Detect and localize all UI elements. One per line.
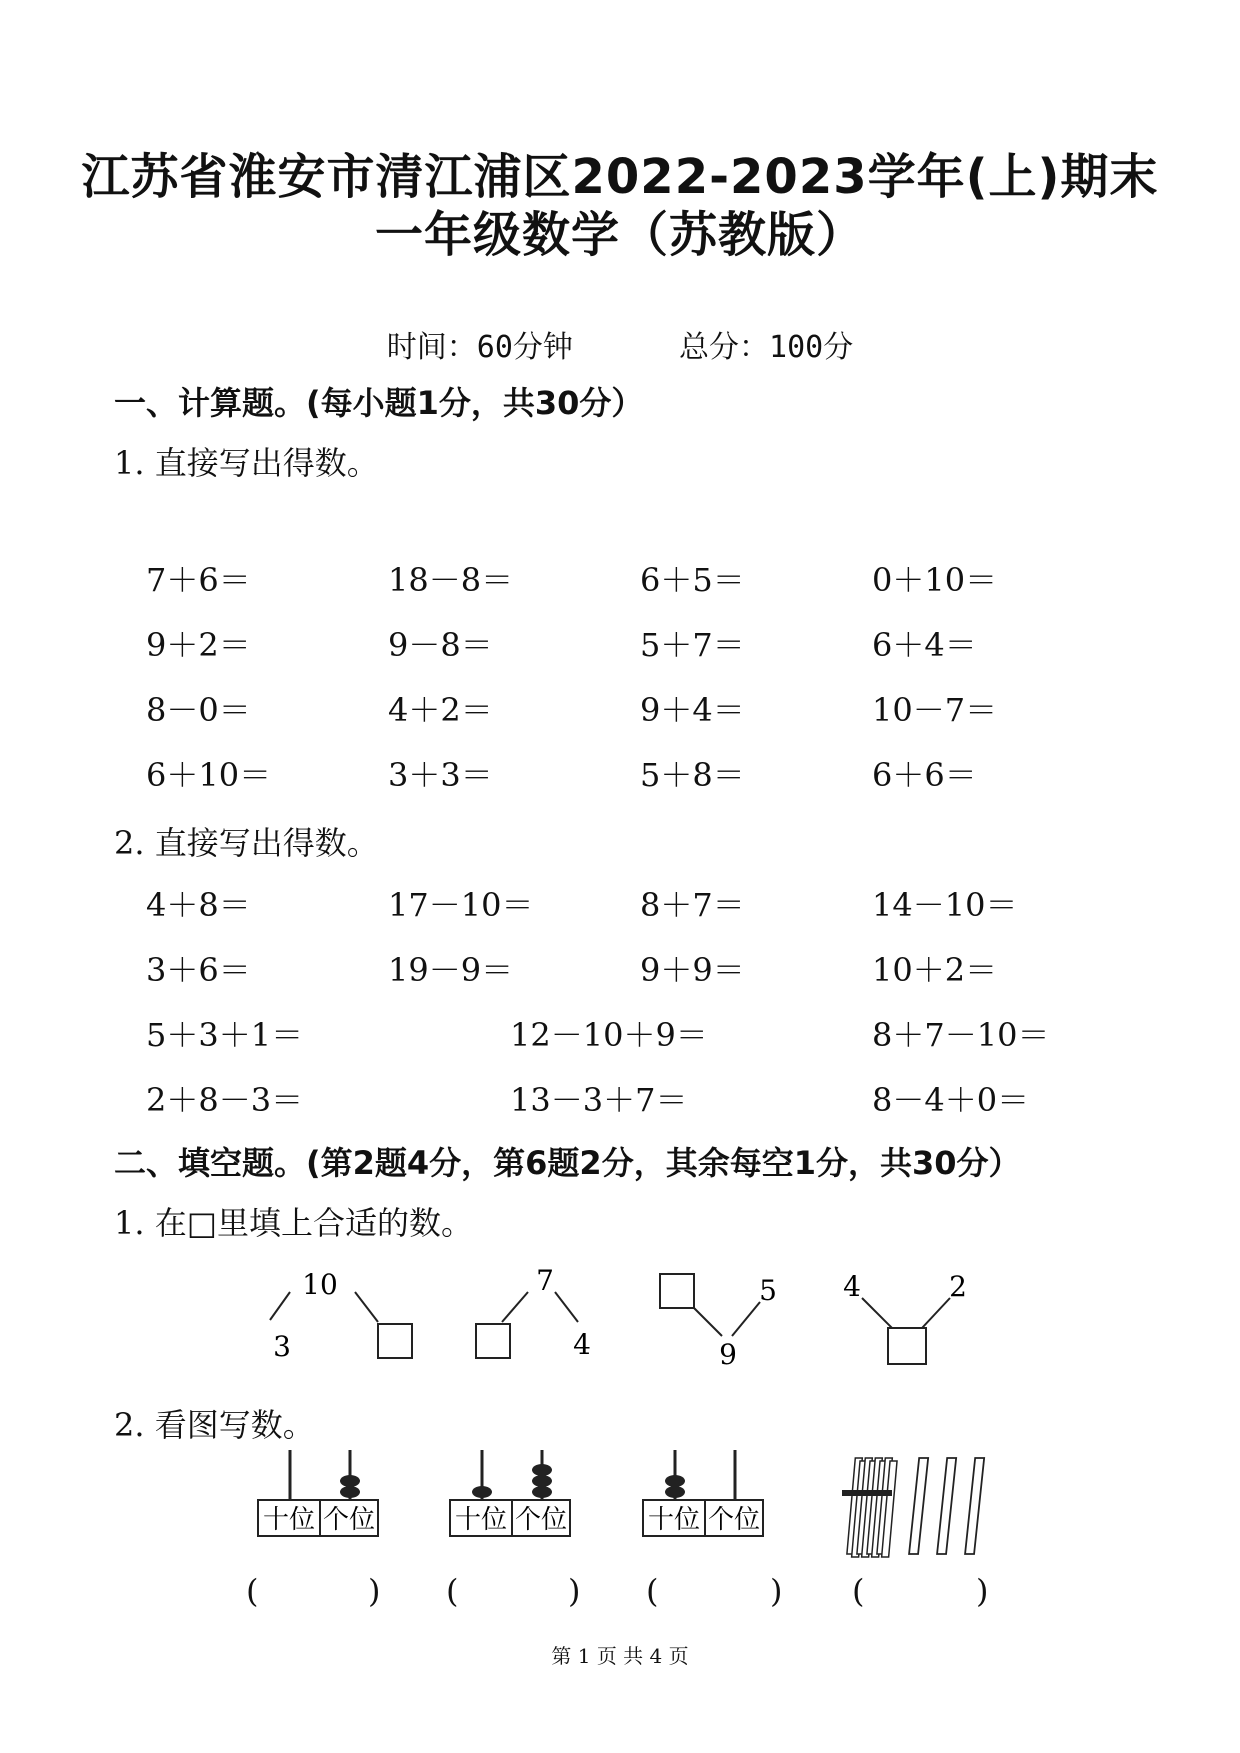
q2-equation: 2＋8－3＝ [146, 1081, 304, 1119]
q1-equation: 5＋8＝ [640, 756, 745, 794]
answer-close-paren: ) [368, 1572, 381, 1610]
answer-blank-1[interactable] [266, 1572, 364, 1612]
exam-meta [0, 322, 1240, 366]
bond3-left-box[interactable] [660, 1274, 694, 1308]
q2-equation: 10＋2＝ [872, 951, 998, 989]
ones-bead [340, 1486, 360, 1498]
answer-close-paren: ) [770, 1572, 783, 1610]
q1-equation: 9－8＝ [388, 626, 493, 664]
number-bond-3 [660, 1274, 777, 1371]
q2-equation: 3＋6＝ [146, 951, 251, 989]
q1-equation: 6＋5＝ [640, 561, 745, 599]
ones-bead [340, 1475, 360, 1487]
number-bond-1 [270, 1268, 412, 1363]
q1-equation: 6＋10＝ [146, 756, 272, 794]
q2-equation: 19－9＝ [388, 951, 514, 989]
tens-bead [472, 1486, 492, 1498]
bond1-right-box[interactable] [378, 1324, 412, 1358]
exam-total-score: 总分：100分 [679, 330, 854, 365]
abacus-1 [258, 1450, 378, 1536]
tens-bead [665, 1486, 685, 1498]
section1-q1-label: 1. 直接写出得数。 [114, 444, 379, 482]
loose-stick [965, 1458, 984, 1554]
tens-bead [665, 1475, 685, 1487]
bond1-top: 10 [302, 1268, 338, 1301]
q2-equation: 13－3＋7＝ [510, 1081, 688, 1119]
q2-equation: 17－10＝ [388, 886, 534, 924]
ones-bead [532, 1486, 552, 1498]
q2-equation: 5＋3＋1＝ [146, 1016, 304, 1054]
q2-equation: 9＋9＝ [640, 951, 745, 989]
sticks-picture [842, 1458, 984, 1557]
q1-equation: 8－0＝ [146, 691, 251, 729]
q1-equation: 4＋2＝ [388, 691, 493, 729]
bond3-bottom: 9 [719, 1338, 737, 1371]
q1-equation: 0＋10＝ [872, 561, 998, 599]
bond2-right: 4 [573, 1328, 591, 1361]
tens-label: 十位 [262, 1505, 316, 1535]
abacus-2 [450, 1450, 570, 1536]
q1-equation: 5＋7＝ [640, 626, 745, 664]
ones-bead [532, 1475, 552, 1487]
answer-close-paren: ) [568, 1572, 581, 1610]
ones-label: 个位 [707, 1505, 761, 1535]
q1-equation: 6＋4＝ [872, 626, 977, 664]
exam-title-line2: 一年级数学（苏教版） [374, 207, 865, 263]
ones-label: 个位 [322, 1505, 376, 1535]
answer-blank-4[interactable] [872, 1572, 972, 1612]
tens-label: 十位 [647, 1505, 701, 1535]
q1-equation: 7＋6＝ [146, 561, 251, 599]
q2-equation: 8＋7＝ [640, 886, 745, 924]
answer-blank-2[interactable] [466, 1572, 564, 1612]
bond4-left: 4 [843, 1270, 861, 1303]
place-value-pictures [0, 1450, 1240, 1610]
q1-equation: 9＋4＝ [640, 691, 745, 729]
q1-equation: 3＋3＝ [388, 756, 493, 794]
q1-equation: 6＋6＝ [872, 756, 977, 794]
ones-label: 个位 [514, 1505, 568, 1535]
answer-open-paren: ( [646, 1572, 659, 1610]
bond3-right: 5 [759, 1274, 777, 1307]
page-footer: 第 1 页 共 4 页 [551, 1644, 689, 1668]
answer-close-paren: ) [976, 1572, 989, 1610]
bond2-left-box[interactable] [476, 1324, 510, 1358]
loose-stick [909, 1458, 928, 1554]
q2-equation: 14－10＝ [872, 886, 1018, 924]
bond4-bottom-box[interactable] [888, 1328, 926, 1364]
section2-heading: 二、填空题。(第2题4分，第6题2分，其余每空1分，共30分） [114, 1144, 1021, 1182]
loose-stick [937, 1458, 956, 1554]
q1-equation: 9＋2＝ [146, 626, 251, 664]
section1-heading: 一、计算题。(每小题1分，共30分） [114, 384, 644, 422]
tens-label: 十位 [454, 1505, 508, 1535]
answer-blank-3[interactable] [666, 1572, 766, 1612]
stick-bundle [842, 1458, 897, 1557]
q2-equation: 8－4＋0＝ [872, 1081, 1030, 1119]
number-bond-2 [476, 1264, 591, 1361]
q1-equation: 10－7＝ [872, 691, 998, 729]
bond4-right: 2 [949, 1270, 967, 1303]
section1-q2-label: 2. 直接写出得数。 [114, 824, 379, 862]
bond1-left: 3 [273, 1330, 291, 1363]
ones-bead [532, 1464, 552, 1476]
q2-equation: 4＋8＝ [146, 886, 251, 924]
answer-open-paren: ( [246, 1572, 259, 1610]
q2-equation: 12－10＋9＝ [510, 1016, 708, 1054]
bond2-top: 7 [536, 1264, 554, 1297]
answer-open-paren: ( [446, 1572, 459, 1610]
number-bond-diagrams [0, 1260, 1240, 1380]
q2-equation: 8＋7－10＝ [872, 1016, 1050, 1054]
number-bond-4 [843, 1270, 967, 1364]
section2-q1-label: 1. 在□里填上合适的数。 [114, 1204, 473, 1242]
answer-open-paren: ( [852, 1572, 865, 1610]
section2-q2-label: 2. 看图写数。 [114, 1406, 315, 1444]
exam-title-line1: 江苏省淮安市清江浦区2022-2023学年(上)期末 [81, 149, 1159, 205]
exam-time: 时间：60分钟 [386, 330, 573, 365]
q1-equation: 18－8＝ [388, 561, 514, 599]
abacus-3 [643, 1450, 763, 1536]
